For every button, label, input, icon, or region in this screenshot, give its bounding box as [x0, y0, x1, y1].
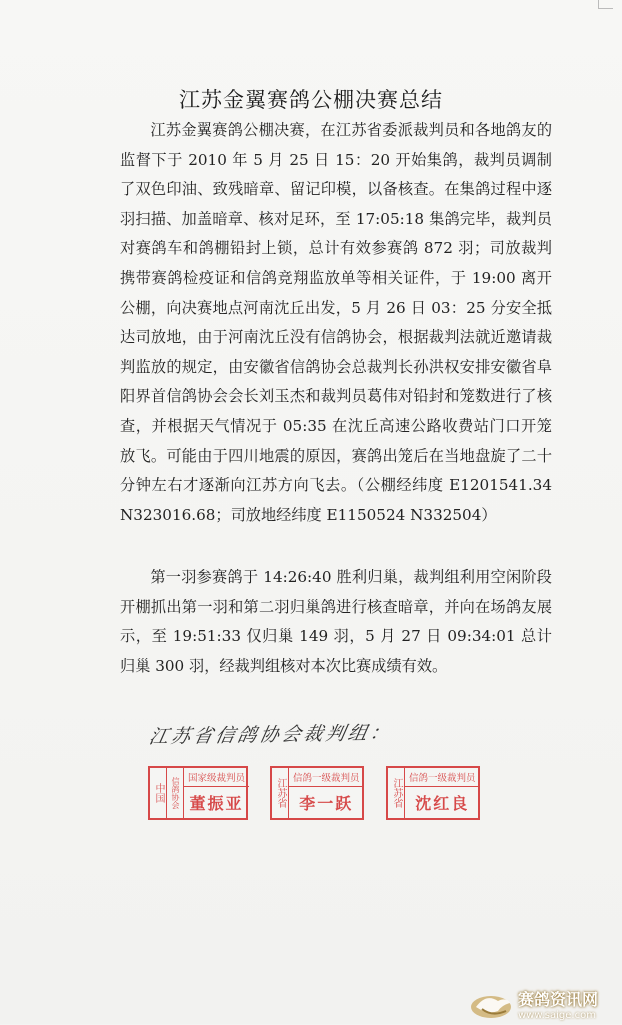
- handwritten-signature: 江苏省信鸽协会裁判组：: [147, 721, 395, 749]
- pigeon-logo-icon: [468, 987, 514, 1021]
- seal-2-title: 信鸽一级裁判员: [289, 768, 364, 787]
- paragraph-2: [120, 563, 552, 681]
- paragraph-1-text: 江苏金翼赛鸽公棚决赛，在江苏省委派裁判员和各地鸽友的监督下于 2010 年 5 月 25 日 15：20 开始集鸽，裁判员调制了双色印油、致残暗章、留记印模，以备核查。在集鸽过程中逐羽扫描、加盖暗章、核对足环，至 17:05:18 集鸽完毕，裁判员对赛鸽车和鸽棚铅封上锁，总计有效参赛鸽 872 羽；司放裁判携带赛鸽检疫证和信鸽竞翔监放单等相关证件，于 19:00 离开公棚，向决赛地点河南沈丘出发，5 月 26 日 03：25 分安全抵达司放地，由于河南沈丘没有信鸽协会，根据裁判法就近邀请裁判监放的规定，由安徽省信鸽协会总裁判长孙洪权安排安徽省阜阳界首信鸽协会会长刘玉杰和裁判员葛伟对铅封和笼数进行了核查，并根据天气情况于 05:35 在沈丘高速公路收费站门口开笼放飞。可能由于四川地震的原因，赛鸽出笼后在当地盘旋了二十分钟左右才逐渐向江苏方向飞去。（公棚经纬度 E1201541.34 N323016.68；司放地经纬度 E1150524 N332504）: [120, 121, 552, 524]
- seal-2-name: 李一跃: [299, 794, 354, 813]
- watermark-site-name: 赛鸽资讯网: [518, 990, 599, 1009]
- seal-3-title: 信鸽一级裁判员: [405, 768, 480, 787]
- paragraph-2-text: 第一羽参赛鸽于 14:26:40 胜利归巢，裁判组利用空闲阶段开棚抓出第一羽和第二羽归巢鸽进行核查暗章，并向在场鸽友展示，至 19:51:33 仅归巢 149 羽，5 月 27 日 09:34:01 总计归巢 300 羽，经裁判组核对本次比赛成绩有效。: [120, 568, 552, 675]
- seal-2-left-column: 江苏省: [272, 768, 289, 818]
- seal-1-left-column: 中国: [150, 768, 167, 818]
- seal-1-name: 董振亚: [189, 794, 244, 813]
- seal-3-left-column: 江苏省: [388, 768, 405, 818]
- seal-3-name: 沈红良: [415, 794, 470, 813]
- seal-stamp-3: [386, 766, 480, 820]
- seal-1-title: 国家级裁判员: [184, 768, 249, 787]
- seal-1-mid-column: 信鸽协会: [167, 768, 184, 818]
- site-watermark: [468, 984, 622, 1024]
- seal-stamp-1: [148, 766, 248, 820]
- document-title: 江苏金翼赛鸽公棚决赛总结: [179, 88, 443, 112]
- seal-stamp-2: [270, 766, 364, 820]
- watermark-site-url: www.saige.com: [518, 1010, 596, 1021]
- paragraph-1: [120, 116, 552, 530]
- scan-edge-mark: [598, 0, 613, 9]
